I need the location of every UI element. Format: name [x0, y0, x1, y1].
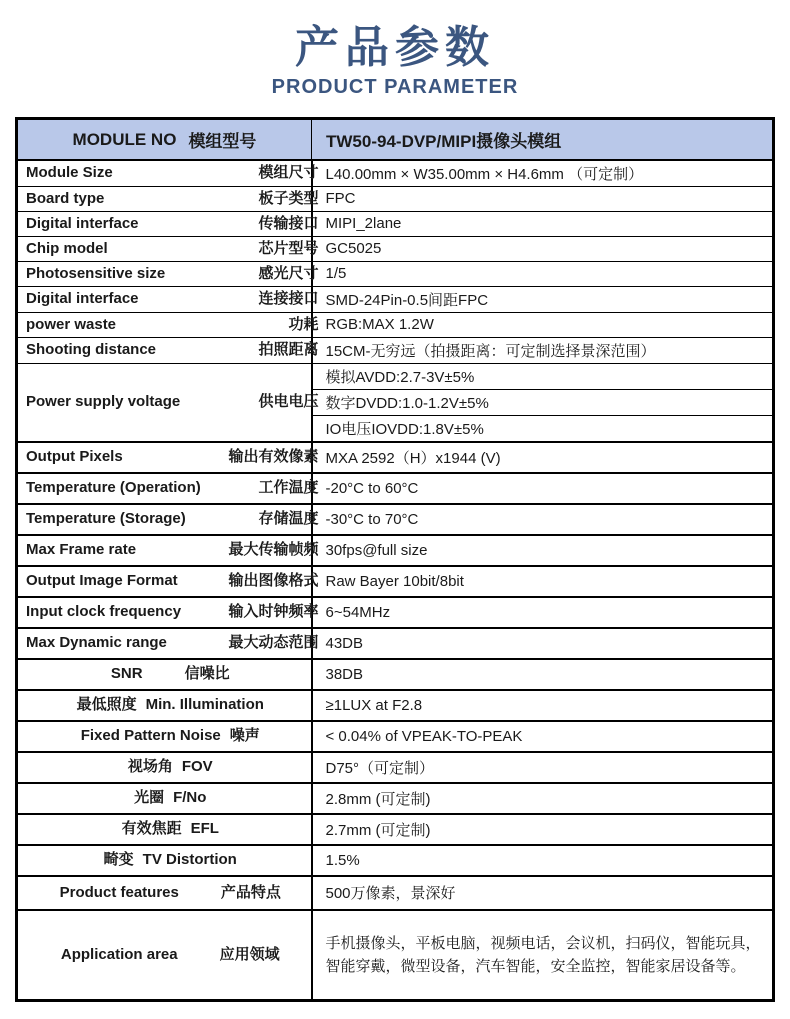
label-digital-interface-connect: Digital interface 连接接口 [17, 286, 312, 312]
spec-row-efl [17, 814, 774, 845]
spec-row-tv-distortion [17, 845, 774, 876]
table-header-row [17, 119, 774, 160]
value-output-pixels: MXA 2592（H）x1944 (V) [312, 442, 774, 473]
label-max-dynamic-range: Max Dynamic range 最大动态范围 [17, 628, 312, 659]
value-digital-interface-transfer: MIPI_2lane [312, 211, 774, 236]
spec-row-power-supply-avdd [17, 363, 774, 389]
spec-row-shooting-distance [17, 337, 774, 363]
spec-row-snr [17, 659, 774, 690]
label-shooting-distance: Shooting distance 拍照距离 [17, 337, 312, 363]
label-f-no: 光圈 F/No [17, 783, 312, 814]
value-temperature-storage: -30°C to 70°C [312, 504, 774, 535]
value-max-frame-rate: 30fps@full size [312, 535, 774, 566]
label-snr: SNR 信噪比 [17, 659, 312, 690]
label-min-illumination: 最低照度 Min. Illumination [17, 690, 312, 721]
spec-row-max-dynamic-range [17, 628, 774, 659]
label-max-frame-rate: Max Frame rate 最大传输帧频 [17, 535, 312, 566]
label-digital-interface-transfer: Digital interface 传输接口 [17, 211, 312, 236]
spec-row-temperature-storage [17, 504, 774, 535]
spec-row-f-no [17, 783, 774, 814]
spec-row-application-area [17, 910, 774, 1001]
label-photosensitive-size: Photosensitive size 感光尺寸 [17, 261, 312, 286]
value-output-image-format: Raw Bayer 10bit/8bit [312, 566, 774, 597]
label-chip-model: Chip model 芯片型号 [17, 236, 312, 261]
spec-row-board-type [17, 186, 774, 211]
spec-row-max-frame-rate [17, 535, 774, 566]
value-power-supply-iovdd: IO电压IOVDD:1.8V±5% [312, 415, 774, 442]
header-module-no-en: MODULE NO [72, 129, 177, 149]
label-output-image-format: Output Image Format 输出图像格式 [17, 566, 312, 597]
label-module-size: Module Size 模组尺寸 [17, 160, 312, 187]
value-fov: D75°（可定制） [312, 752, 774, 783]
value-snr: 38DB [312, 659, 774, 690]
page-subtitle: PRODUCT PARAMETER [271, 76, 519, 99]
value-power-supply-avdd: 模拟AVDD:2.7-3V±5% [312, 363, 774, 389]
spec-row-temperature-operation [17, 473, 774, 504]
spec-row-fixed-pattern-noise [17, 721, 774, 752]
value-power-supply-dvdd: 数字DVDD:1.0-1.2V±5% [312, 389, 774, 415]
value-board-type: FPC [312, 186, 774, 211]
title-block [0, 24, 790, 99]
header-module-no-zh: 模组型号 [188, 132, 257, 152]
spec-row-output-pixels [17, 442, 774, 473]
label-board-type: Board type 板子类型 [17, 186, 312, 211]
label-input-clock-frequency: Input clock frequency 输入时钟频率 [17, 597, 312, 628]
label-product-features: Product features 产品特点 [17, 876, 312, 910]
label-tv-distortion: 畸变 TV Distortion [17, 845, 312, 876]
value-application-area: 手机摄像头，平板电脑，视频电话，会议机，扫码仪，智能玩具，智能穿戴，微型设备，汽车智能，安全监控，智能家居设备等。 [312, 910, 774, 1001]
spec-row-module-size [17, 160, 774, 187]
value-efl: 2.7mm (可定制) [312, 814, 774, 845]
spec-row-power-waste [17, 312, 774, 337]
spec-row-min-illumination [17, 690, 774, 721]
spec-row-fov [17, 752, 774, 783]
value-chip-model: GC5025 [312, 236, 774, 261]
label-power-waste: power waste 功耗 [17, 312, 312, 337]
spec-row-chip-model [17, 236, 774, 261]
spec-row-input-clock-frequency [17, 597, 774, 628]
value-digital-interface-connect: SMD-24Pin-0.5间距FPC [312, 286, 774, 312]
label-temperature-storage: Temperature (Storage) 存储温度 [17, 504, 312, 535]
value-input-clock-frequency: 6~54MHz [312, 597, 774, 628]
value-f-no: 2.8mm (可定制) [312, 783, 774, 814]
page-title: 产品参数 [295, 23, 495, 72]
spec-row-output-image-format [17, 566, 774, 597]
value-product-features: 500万像素，景深好 [312, 876, 774, 910]
value-temperature-operation: -20°C to 60°C [312, 473, 774, 504]
spec-table [15, 117, 775, 1002]
label-fov: 视场角 FOV [17, 752, 312, 783]
value-power-waste: RGB:MAX 1.2W [312, 312, 774, 337]
value-min-illumination: ≥1LUX at F2.8 [312, 690, 774, 721]
value-tv-distortion: 1.5% [312, 845, 774, 876]
table-header-left [17, 119, 312, 160]
spec-row-digital-interface-connect [17, 286, 774, 312]
spec-row-digital-interface-transfer [17, 211, 774, 236]
spec-row-photosensitive-size [17, 261, 774, 286]
value-module-size: L40.00mm × W35.00mm × H4.6mm （可定制） [312, 160, 774, 187]
value-shooting-distance: 15CM-无穷远（拍摄距离：可定制选择景深范围） [312, 337, 774, 363]
label-efl: 有效焦距 EFL [17, 814, 312, 845]
label-output-pixels: Output Pixels 输出有效像素 [17, 442, 312, 473]
value-fixed-pattern-noise: < 0.04% of VPEAK-TO-PEAK [312, 721, 774, 752]
table-header-model: TW50-94-DVP/MIPI摄像头模组 [312, 119, 774, 160]
spec-row-product-features [17, 876, 774, 910]
label-temperature-operation: Temperature (Operation) 工作温度 [17, 473, 312, 504]
value-photosensitive-size: 1/5 [312, 261, 774, 286]
value-max-dynamic-range: 43DB [312, 628, 774, 659]
label-power-supply-voltage: Power supply voltage 供电电压 [17, 363, 312, 442]
label-fixed-pattern-noise: Fixed Pattern Noise 噪声 [17, 721, 312, 752]
label-application-area: Application area 应用领域 [17, 910, 312, 1001]
